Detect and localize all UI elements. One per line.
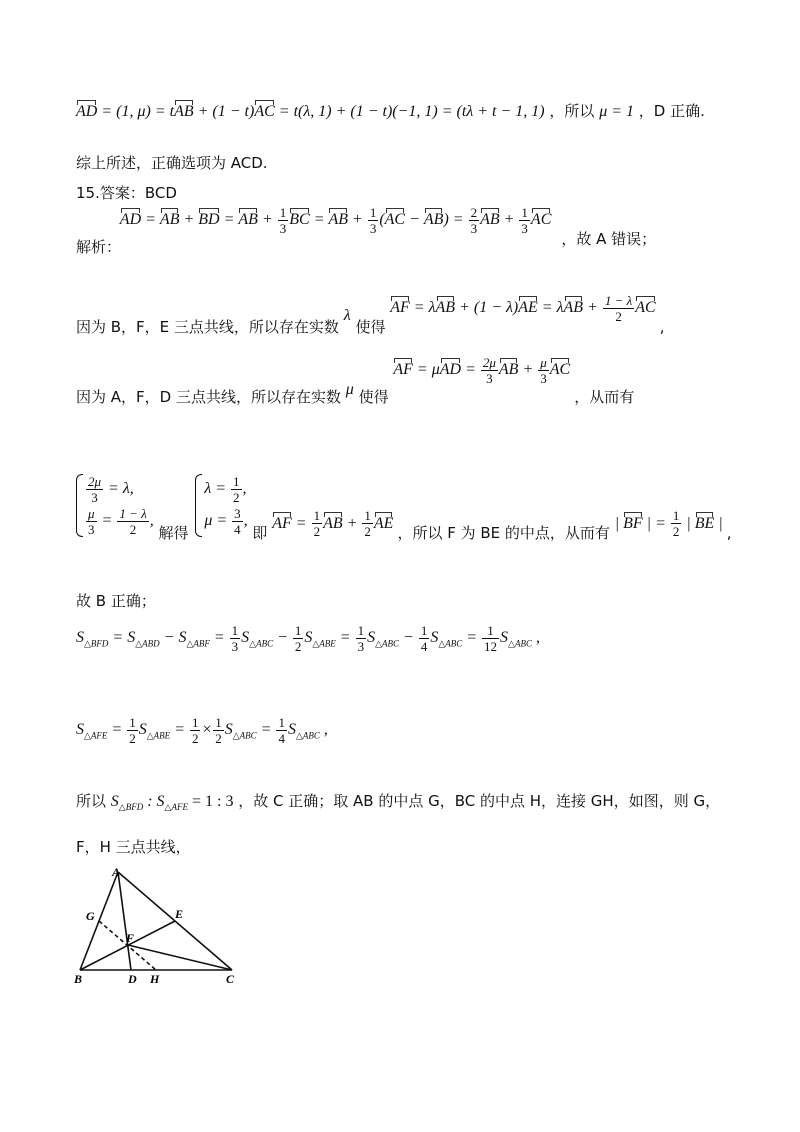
line-system-solution: $\frac{2\mu}{3}$ = λ, $\frac{\mu}{3}$ = $\frac{1 - \lambda}{2}$ , 解得 λ = $\frac{1}{2}$ , μ = $\frac{3}{4}$ , 即 AF = $\frac{1}{2}$ AB + $\frac{1}{2}$ AE ，所以 F 为 BE 的中点，从而有 | BF | = $\frac{1}{2}$ | BE | , [76, 472, 732, 539]
figure-label-e: E [175, 907, 184, 921]
formula-area-bfd: $S_{\triangle BFD} = S_{\triangle ABD} - S_{\triangle ABF}$ = $\frac{1}{3}$ $S_{\triangle ABC}$ − $\frac{1}{2}$ $S_{\triangle ABE}$ = $\frac{1}{3}$ $S_{\triangle ABC}$ − $\frac{1}{4}$ $S_{\triangle ABC}$ = $\frac{1}{12}$ $S_{\triangle ABC}$ , [76, 623, 540, 654]
figure-label-b: B [74, 972, 83, 986]
collinear-line: F，H 三点共线， [76, 838, 191, 856]
figure-label-h: H [150, 972, 160, 986]
formula-bf-be: | BF | = $\frac{1}{2}$ | BE | [614, 508, 727, 540]
formula-af-mu: AF = μAD = $\frac{2\mu}{3}$ AB + $\frac{\mu}{3}$ AC [393, 355, 571, 386]
line-bfe-collinear: 因为 B，F，E 三点共线，所以存在实数 λ 使得 AF = λAB + (1 − λ)AE = λAB + $\frac{1 - \lambda}{2}$ AC , [76, 293, 665, 337]
segment-ad [118, 872, 131, 970]
analysis-line: 解析： AD = AB + BD = AB + $\frac{1}{3}$ BC = AB + $\frac{1}{3}$ (AC − AB) = $\frac{2}{3}$ AB + $\frac{1}{3}$ AC ，故 A 错误； [76, 205, 657, 257]
formula-area-afe: $S_{\triangle AFE}$ = $\frac{1}{2}$ $S_{\triangle ABE}$ = $\frac{1}{2}$ × $\frac{1}{2}$ $S_{\triangle ABC}$ = $\frac{1}{4}$ $S_{\triangle ABC}$ , [76, 715, 328, 746]
formula-af-result: AF = $\frac{1}{2}$ AB + $\frac{1}{2}$ AE [272, 508, 394, 540]
figure-label-g: G [86, 909, 95, 923]
system-equations: $\frac{2\mu}{3}$ = λ, $\frac{\mu}{3}$ = $\frac{1 - \lambda}{2}$ , [76, 472, 154, 539]
figure-label-c: C [226, 972, 235, 986]
formula-ad-expansion: AD = (1, μ) = tAB + (1 − t)AC = t(λ, 1) + (1 − t)(−1, 1) = (tλ + t − 1, 1) [76, 103, 545, 120]
triangle-figure [70, 866, 250, 986]
q15-answer-header: 15.答案：BCD [76, 184, 177, 202]
summary-line: 综上所述，正确选项为 ACD. [76, 154, 268, 172]
formula-ratio: $S_{\triangle BFD}$ : $S_{\triangle AFE} = 1$ : 3 [110, 793, 234, 813]
line-d-correct: AD = (1, μ) = tAB + (1 − t)AC = t(λ, 1) + (1 − t)(−1, 1) = (tλ + t − 1, 1) ，所以 μ = 1 ，D 正确. [76, 102, 705, 120]
figure-label-a: A [112, 866, 121, 879]
system-solution: λ = $\frac{1}{2}$ , μ = $\frac{3}{4}$ , [195, 472, 247, 539]
figure-label-f: F [126, 931, 135, 945]
segment-gh [99, 921, 156, 970]
figure-label-d: D [128, 972, 137, 986]
formula-af-lambda: AF = λAB + (1 − λ)AE = λAB + $\frac{1 - \lambda}{2}$ AC [390, 293, 656, 324]
line-ratio: 所以 $S_{\triangle BFD}$ : $S_{\triangle AFE} = 1$ : 3 ，故 C 正确；取 AB 的中点 G，BC 的中点 H，连接 GH，如图，则 G， [76, 792, 721, 813]
analysis-label: 解析： [76, 238, 122, 257]
formula-ad-decomp: AD = AB + BD = AB + $\frac{1}{3}$ BC = AB + $\frac{1}{3}$ (AC − AB) = $\frac{2}{3}$ AB + $\frac{1}{3}$ AC [119, 205, 552, 236]
b-correct-line: 故 B 正确； [76, 592, 156, 610]
line-afd-collinear: 因为 A，F，D 三点共线，所以存在实数 μ 使得 AF = μAD = $\frac{2\mu}{3}$ AB + $\frac{\mu}{3}$ AC ，从而有 [76, 355, 635, 407]
